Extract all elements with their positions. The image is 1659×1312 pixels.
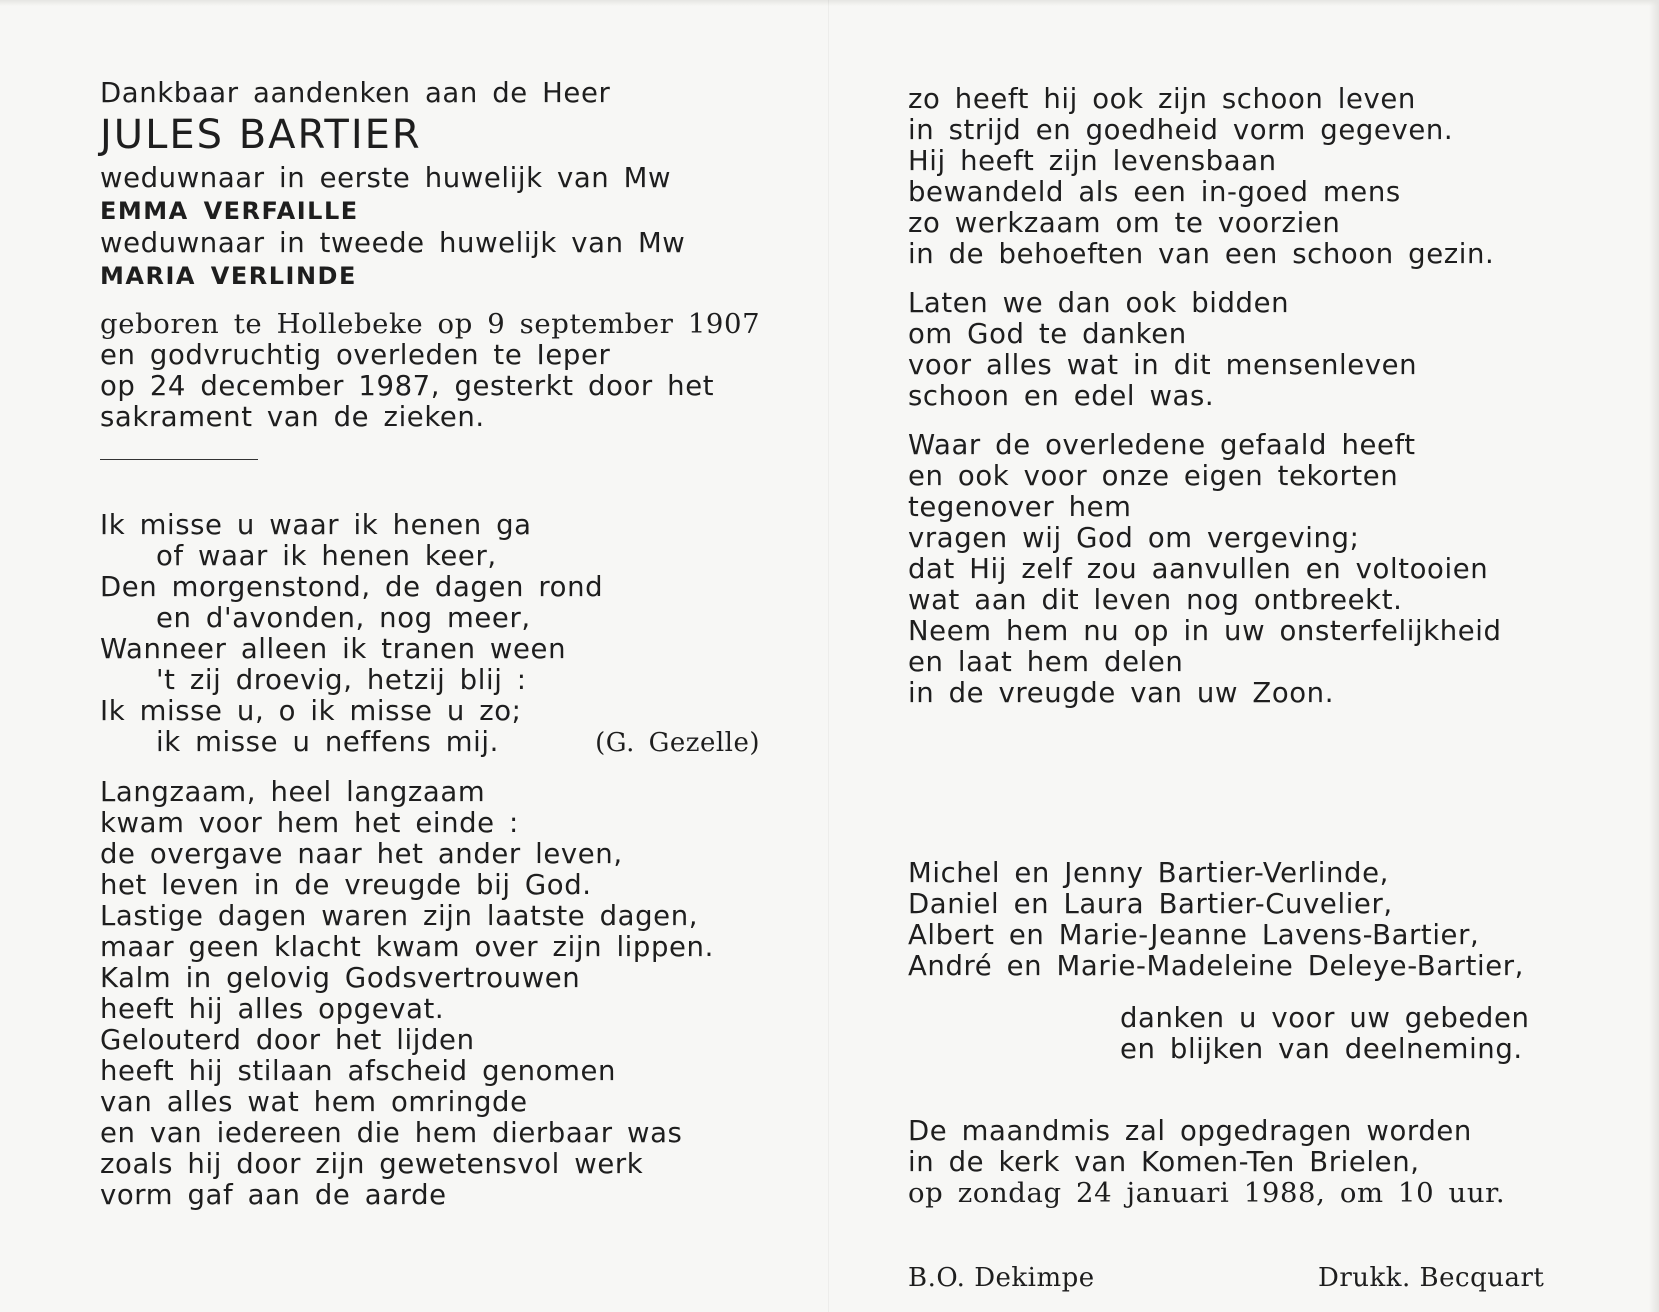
right-panel [908, 84, 1608, 709]
bio-block [100, 309, 760, 433]
family-line: Albert en Marie-Jeanne Lavens-Bartier, [908, 919, 1480, 951]
tribute-line: van alles wat hem omringde [100, 1086, 528, 1118]
poem-block [100, 510, 760, 759]
mass-line: De maandmis zal opgedragen worden [908, 1115, 1472, 1147]
thanks-line: danken u voor uw gebeden [1120, 1002, 1530, 1034]
family-list [908, 858, 1608, 982]
poem-line: Den morgenstond, de dagen rond [100, 571, 604, 603]
text-line: Neem hem nu op in uw onsterfelijkheid [908, 615, 1502, 647]
thanks-line: en blijken van deelneming. [1120, 1033, 1523, 1065]
spouse1-label: weduwnaar in eerste huwelijk van Mw [100, 162, 672, 194]
spouse1-name: EMMA VERFAILLE [100, 197, 359, 225]
tribute-line: maar geen klacht kwam over zijn lippen. [100, 931, 714, 963]
poem-line: en d'avonden, nog meer, [156, 602, 531, 634]
mass-line: in de kerk van Komen-Ten Brielen, [908, 1146, 1420, 1178]
poem-line: Ik misse u waar ik henen ga [100, 509, 532, 541]
poem-last-row [100, 727, 760, 759]
tribute-line: zoals hij door zijn gewetensvol werk [100, 1148, 644, 1180]
deceased-name: JULES BARTIER [100, 112, 422, 158]
text-line: schoon en edel was. [908, 380, 1215, 412]
tribute-line: vorm gaf aan de aarde [100, 1179, 447, 1211]
bio-line: en godvruchtig overleden te Ieper [100, 339, 611, 371]
right-paragraph-3 [908, 430, 1608, 709]
card-fold [828, 0, 829, 1312]
text-line: in de behoeften van een schoon gezin. [908, 238, 1495, 270]
mass-announcement [908, 1116, 1608, 1209]
tribute-line: het leven in de vreugde bij God. [100, 869, 592, 901]
spouse2-name: MARIA VERLINDE [100, 262, 357, 290]
poem-attribution: (G. Gezelle) [595, 728, 760, 758]
tribute-line: kwam voor hem het einde : [100, 807, 519, 839]
family-line: André en Marie-Madeleine Deleye-Bartier, [908, 950, 1524, 982]
text-line: dat Hij zelf zou aanvullen en voltooien [908, 553, 1489, 585]
right-paragraph-1 [908, 84, 1608, 270]
left-panel [100, 78, 760, 1211]
text-line: Hij heeft zijn levensbaan [908, 145, 1277, 177]
poem-line: ik misse u neffens mij. [156, 726, 499, 758]
poem-line: Ik misse u, o ik misse u zo; [100, 695, 522, 727]
text-line: Waar de overledene gefaald heeft [908, 429, 1416, 461]
text-line: vragen wij God om vergeving; [908, 522, 1360, 554]
text-line: wat aan dit leven nog ontbreekt. [908, 584, 1403, 616]
tribute-line: Kalm in gelovig Godsvertrouwen [100, 962, 581, 994]
funeral-director: B.O. Dekimpe [908, 1263, 1095, 1293]
bio-line: sakrament van de zieken. [100, 401, 485, 433]
thanks-note [1120, 1003, 1560, 1065]
text-line: in de vreugde van uw Zoon. [908, 677, 1335, 709]
intro-line: Dankbaar aandenken aan de Heer [100, 77, 611, 109]
mass-line: op zondag 24 januari 1988, om 10 uur. [908, 1177, 1506, 1209]
bio-line: op 24 december 1987, gesterkt door het [100, 370, 715, 402]
right-paragraph-2 [908, 288, 1608, 412]
printer-credit: Drukk. Becquart [1318, 1263, 1545, 1293]
tribute-text [100, 777, 760, 1211]
text-line: om God te danken [908, 318, 1187, 350]
tribute-line: en van iedereen die hem dierbaar was [100, 1117, 683, 1149]
paper-edge-top [0, 0, 1659, 6]
tribute-line: Langzaam, heel langzaam [100, 776, 486, 808]
divider [100, 459, 258, 460]
family-line: Michel en Jenny Bartier-Verlinde, [908, 857, 1389, 889]
text-line: en laat hem delen [908, 646, 1184, 678]
tribute-line: Gelouterd door het lijden [100, 1024, 475, 1056]
tribute-line: heeft hij stilaan afscheid genomen [100, 1055, 617, 1087]
family-line: Daniel en Laura Bartier-Cuvelier, [908, 888, 1393, 920]
text-line: Laten we dan ook bidden [908, 287, 1290, 319]
poem-line: Wanneer alleen ik tranen ween [100, 633, 567, 665]
spouse2-label: weduwnaar in tweede huwelijk van Mw [100, 227, 686, 259]
text-line: en ook voor onze eigen tekorten [908, 460, 1399, 492]
tribute-line: de overgave naar het ander leven, [100, 838, 623, 870]
tribute-line: heeft hij alles opgevat. [100, 993, 445, 1025]
text-line: zo heeft hij ook zijn schoon leven [908, 83, 1416, 115]
tribute-line: Lastige dagen waren zijn laatste dagen, [100, 900, 699, 932]
poem-line: of waar ik henen keer, [156, 540, 497, 572]
text-line: bewandeld als een in-goed mens [908, 176, 1401, 208]
bio-line: geboren te Hollebeke op 9 september 1907 [100, 308, 761, 340]
text-line: tegenover hem [908, 491, 1132, 523]
text-line: in strijd en goedheid vorm gegeven. [908, 114, 1454, 146]
text-line: voor alles wat in dit mensenleven [908, 349, 1418, 381]
text-line: zo werkzaam om te voorzien [908, 207, 1341, 239]
poem-line: 't zij droevig, hetzij blij : [156, 664, 527, 696]
paper-edge-right [1649, 0, 1659, 1312]
